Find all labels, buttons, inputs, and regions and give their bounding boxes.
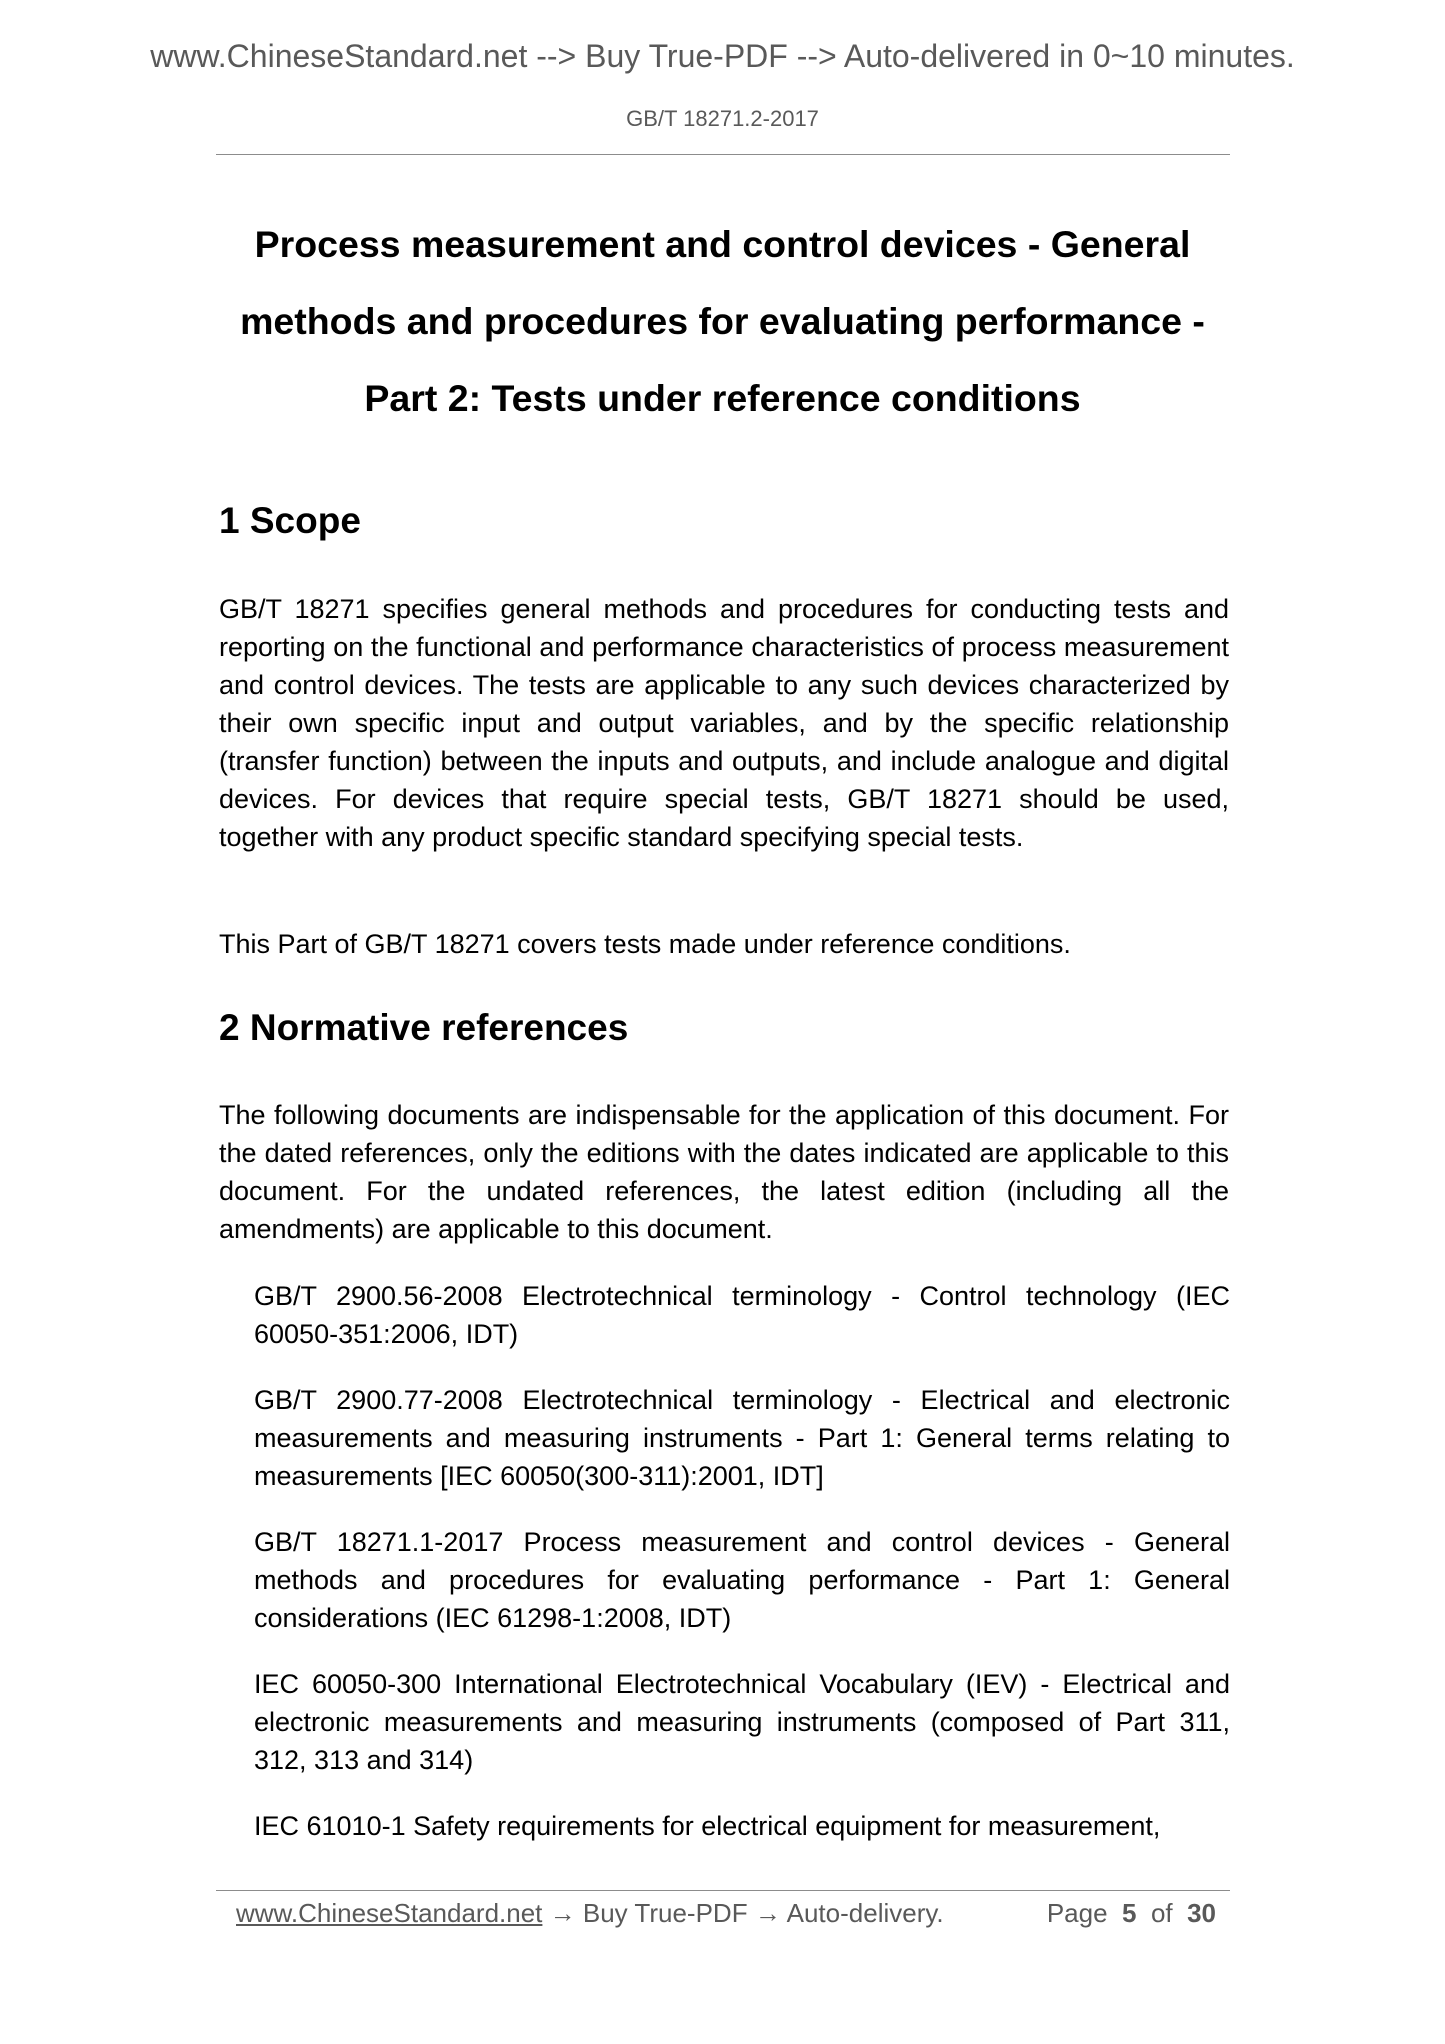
title-line-2: methods and procedures for evaluating performance - <box>240 300 1205 342</box>
reference-list <box>254 1277 1230 1873</box>
footer-promo <box>236 1898 944 1929</box>
standard-code: GB/T 18271.2-2017 <box>626 106 819 131</box>
footer-delivery-text: Auto-delivery. <box>786 1898 944 1928</box>
title-line-3: Part 2: Tests under reference conditions <box>364 377 1081 419</box>
scope-paragraph-1: GB/T 18271 specifies general methods and procedures for conducting tests and reporting on the functional and performance characteristics of process measurement and control devices. The tests are applicable to any such devices characterized by their own specific input and output variables, and by the specific relationship (transfer function) between the inputs and outputs, and include analogue and digital devices. For devices that require special tests, GB/T 18271 should be used, together with any product specific standard specifying special tests. <box>219 594 1229 852</box>
section-heading-normative <box>219 1007 1229 1049</box>
section-heading-scope <box>219 500 1229 542</box>
footer-site-link[interactable]: www.ChineseStandard.net <box>236 1898 543 1928</box>
header-divider <box>216 154 1230 155</box>
reference-item: GB/T 2900.56-2008 Electrotechnical terminology - Control technology (IEC 60050-351:2006, IDT) <box>254 1281 1230 1349</box>
arrow-icon: → <box>754 1898 781 1928</box>
reference-item: IEC 60050-300 International Electrotechnical Vocabulary (IEV) - Electrical and electronic measurements and measuring instruments (composed of Part 311, 312, 313 and 314) <box>254 1669 1230 1775</box>
page-total: 30 <box>1187 1898 1216 1928</box>
scope-paragraph-2: This Part of GB/T 18271 covers tests made under reference conditions. <box>219 929 1071 959</box>
normative-paragraph: The following documents are indispensable for the application of this document. For the dated references, only the editions with the dates indicated are applicable to this document. For the undated references, the latest edition (including all the amendments) are applicable to this document. <box>219 1100 1229 1244</box>
title-line-1: Process measurement and control devices - General <box>254 223 1191 265</box>
normative-heading: 2 Normative references <box>219 1007 629 1048</box>
reference-item: GB/T 18271.1-2017 Process measurement and control devices - General methods and procedures for evaluating performance - Part 1: General considerations (IEC 61298-1:2008, IDT) <box>254 1527 1230 1633</box>
page-current: 5 <box>1122 1898 1137 1928</box>
footer-buy-text: Buy True-PDF <box>582 1898 748 1928</box>
of-label: of <box>1150 1898 1173 1928</box>
reference-item: GB/T 2900.77-2008 Electrotechnical terminology - Electrical and electronic measurements and measuring instruments - Part 1: General terms relating to measurements [IEC 60050(300-311):2001, IDT] <box>254 1385 1230 1491</box>
page-label: Page <box>1046 1898 1108 1928</box>
arrow-icon: → <box>549 1898 576 1928</box>
page-number <box>1047 1898 1216 1929</box>
reference-item: IEC 61010-1 Safety requirements for electrical equipment for measurement, <box>254 1811 1161 1841</box>
footer-divider <box>216 1890 1230 1891</box>
scope-heading: 1 Scope <box>219 500 361 541</box>
document-title <box>190 206 1255 437</box>
header-banner: www.ChineseStandard.net --> Buy True-PDF --> Auto-delivered in 0~10 minutes. <box>150 38 1295 74</box>
